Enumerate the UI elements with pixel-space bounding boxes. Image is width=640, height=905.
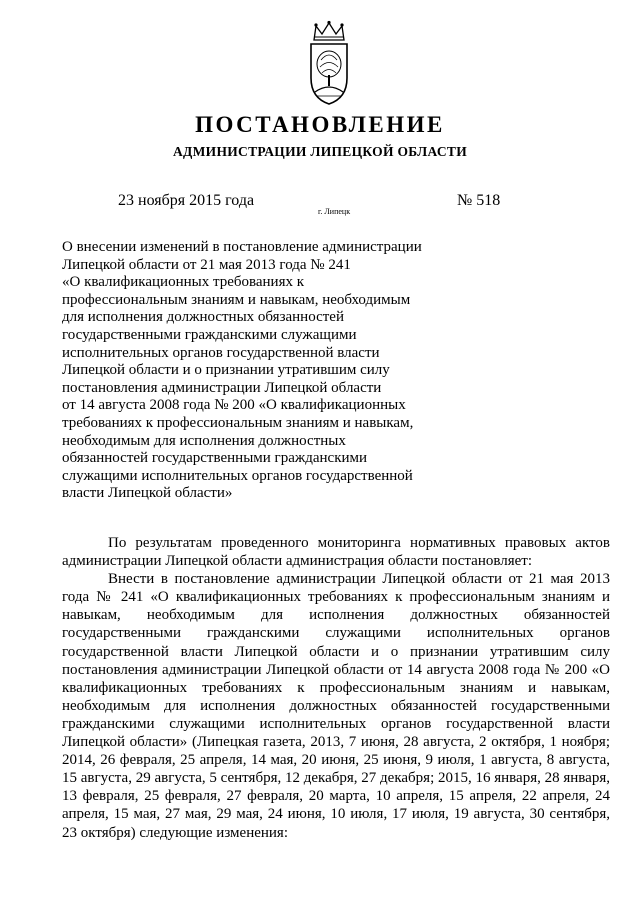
heading-line: обязанностей государственными гражданскими bbox=[62, 450, 368, 467]
heading-line: О внесении изменений в постановление администрации bbox=[62, 239, 422, 255]
heading-line: Липецкой области от 21 мая 2013 года № 241 bbox=[62, 256, 351, 273]
heading-line: служащими исполнительных органов государственной bbox=[62, 467, 413, 484]
heading-line: власти Липецкой области» bbox=[62, 485, 233, 502]
heading-line: исполнительных органов государственной власти bbox=[62, 344, 380, 361]
document-subtitle: АДМИНИСТРАЦИИ ЛИПЕЦКОЙ ОБЛАСТИ bbox=[172, 144, 468, 159]
coat-of-arms-icon bbox=[302, 20, 356, 110]
heading-line: необходимым для исполнения должностных bbox=[62, 432, 346, 449]
document-title: ПОСТАНОВЛЕНИЕ bbox=[195, 112, 445, 137]
document-city: г. Липецк bbox=[318, 207, 351, 216]
heading-line: государственными гражданскими служащими bbox=[62, 326, 357, 343]
heading-line: требованиях к профессиональным знаниям и навыкам, bbox=[62, 414, 414, 431]
body-paragraph: По результатам проведенного мониторинга нормативных правовых актов администрации Липецкой области администрация области постановляет: bbox=[62, 535, 610, 570]
heading-line: постановления администрации Липецкой области bbox=[62, 379, 382, 396]
heading-line: «О квалификационных требованиях к bbox=[62, 274, 305, 291]
document-number: № 518 bbox=[457, 192, 501, 209]
document-body bbox=[62, 534, 610, 842]
heading-line: Липецкой области и о признании утратившим силу bbox=[62, 362, 390, 379]
heading-line: от 14 августа 2008 года № 200 «О квалификационных bbox=[62, 397, 406, 414]
document-date: 23 ноября 2015 года bbox=[118, 192, 255, 209]
body-paragraph: Внести в постановление администрации Липецкой области от 21 мая 2013 года № 241 «О квалификационных требованиях к профессиональным знаниям и навыкам, необходимым для исполнения должностных обязанностей государственными гражданскими служащими исполнительных органов государственной власти Липецкой области и о признании утратившим силу постановления администрации Липецкой области от 14 августа 2008 года № 200 «О квалификационных требованиях к профессиональным знаниям и навыкам, необходимым для исполнения должностных обязанностей государственными гражданскими служащими исполнительных органов государственной власти Липецкой области» (Липецкая газета, 2013, 7 июня, 28 августа, 2 октября, 1 ноября; 2014, 26 февраля, 25 апреля, 14 мая, 20 июня, 25 июня, 9 июля, 1 августа, 8 августа, 15 августа, 29 августа, 5 сентября, 12 декабря, 27 декабря; 2015, 16 января, 28 января, 13 февраля, 25 февраля, 27 февраля, 20 марта, 10 апреля, 15 апреля, 22 апреля, 24 апреля, 15 мая, 27 мая, 29 мая, 24 июня, 10 июля, 17 июля, 19 августа, 30 сентября, 23 октября) следующие изменения: bbox=[62, 571, 610, 841]
heading-line: профессиональным знаниям и навыкам, необходимым bbox=[62, 291, 411, 308]
heading-line: для исполнения должностных обязанностей bbox=[62, 309, 344, 326]
document-heading bbox=[62, 239, 442, 503]
